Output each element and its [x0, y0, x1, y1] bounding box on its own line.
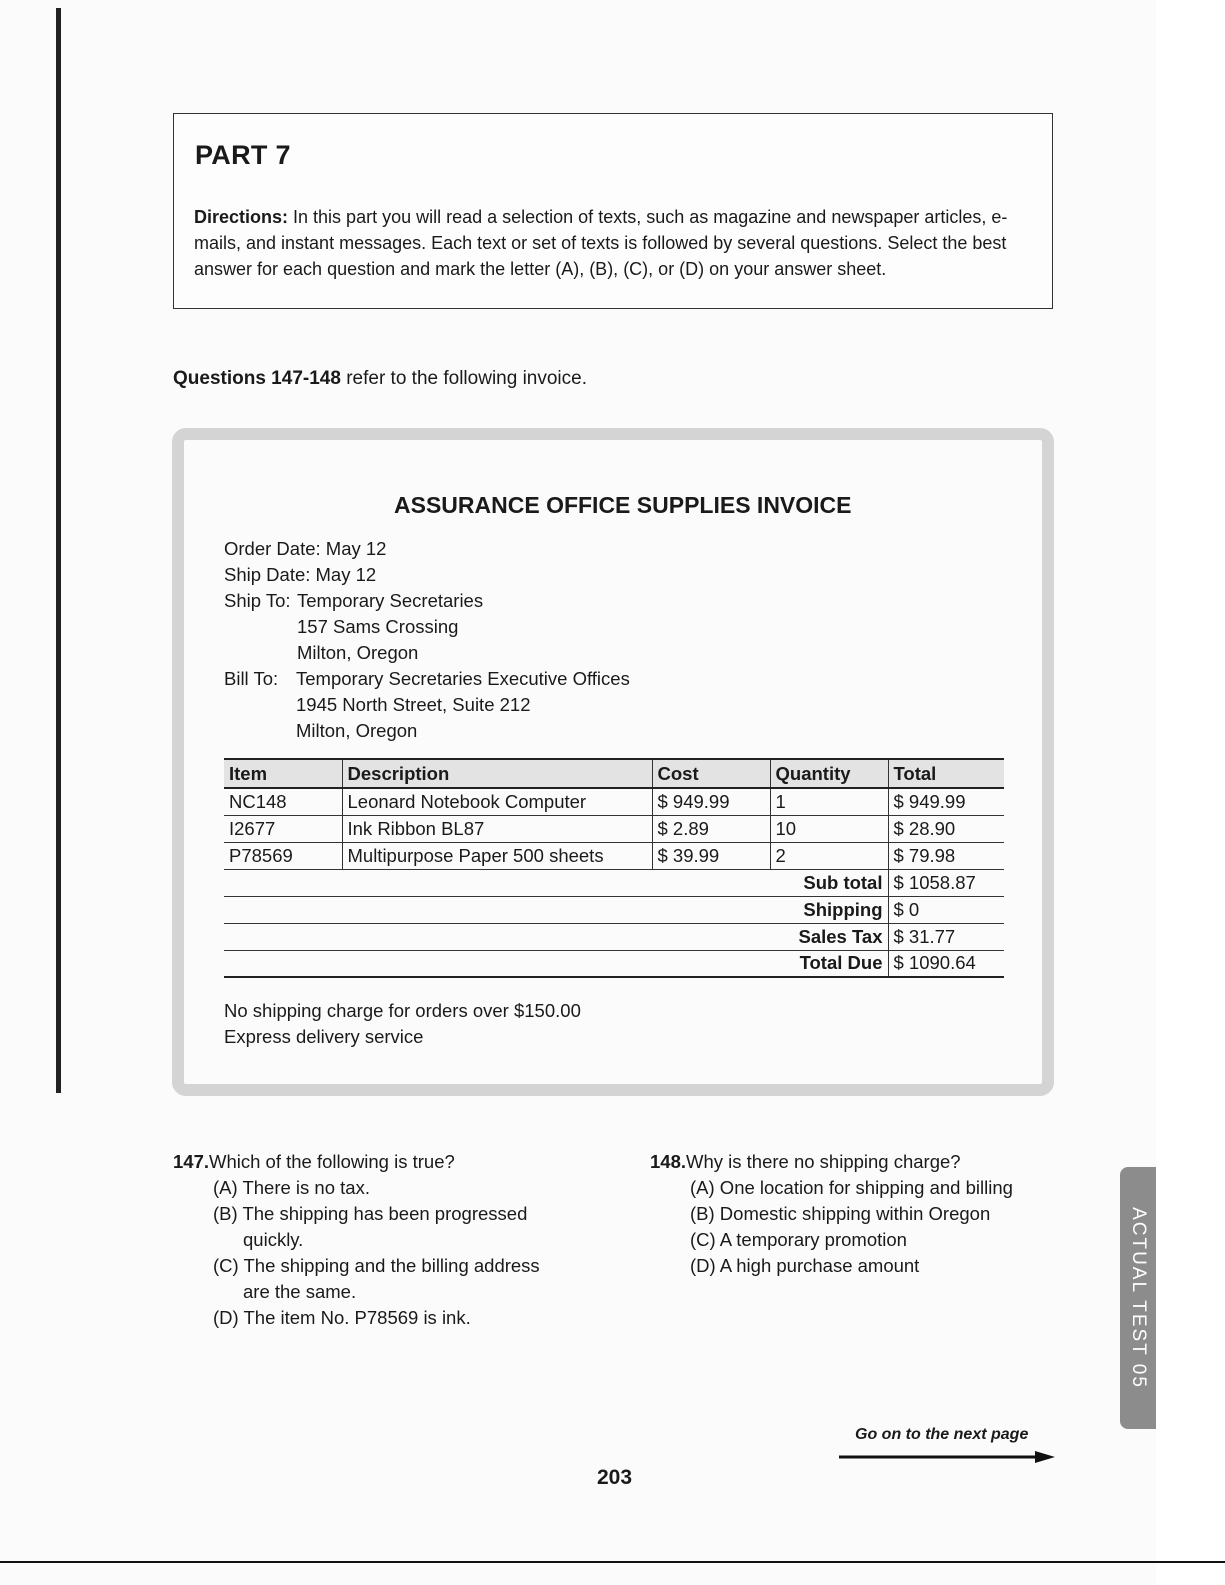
page-edge [1156, 0, 1225, 1585]
directions-label: Directions: [194, 207, 289, 227]
question-text: Why is there no shipping charge? [686, 1151, 961, 1172]
bottom-rule [0, 1561, 1225, 1563]
question-number: 147. [173, 1151, 210, 1172]
summary-row-sales-tax: Sales Tax $ 31.77 [224, 923, 1004, 950]
table-header [224, 759, 1004, 788]
note-delivery: Express delivery service [224, 1026, 424, 1047]
col-total: Total [888, 759, 1004, 788]
note-shipping: No shipping charge for orders over $150.00 [224, 1000, 581, 1021]
page-number: 203 [597, 1466, 633, 1489]
col-item: Item [224, 759, 342, 788]
left-margin-rule [56, 8, 61, 1093]
col-quantity: Quantity [770, 759, 888, 788]
col-description: Description [342, 759, 652, 788]
directions-box [173, 113, 1053, 309]
option-c: (C) A temporary promotion [690, 1229, 907, 1250]
section-tab [1120, 1167, 1156, 1429]
invoice-title: ASSURANCE OFFICE SUPPLIES INVOICE [394, 492, 852, 518]
option-d: (D) The item No. P78569 is ink. [213, 1307, 471, 1328]
bill-to-label: Bill To: [224, 668, 279, 689]
option-b: (B) The shipping has been progressed [213, 1203, 528, 1224]
section-tab-label: ACTUAL TEST 05 [1128, 1207, 1149, 1389]
directions-text [194, 204, 1039, 282]
option-b: (B) Domestic shipping within Oregon [690, 1203, 991, 1224]
question-number: 148. [650, 1151, 687, 1172]
question-148 [650, 1149, 1013, 1279]
option-d: (D) A high purchase amount [690, 1255, 920, 1276]
option-a: (A) One location for shipping and billing [690, 1177, 1013, 1198]
summary-row-total-due: Total Due $ 1090.64 [224, 950, 1004, 977]
question-147 [173, 1149, 540, 1331]
option-a: (A) There is no tax. [213, 1177, 370, 1198]
option-c-continued: are the same. [243, 1281, 357, 1302]
table-row: I2677 Ink Ribbon BL87 $ 2.89 10 $ 28.90 [224, 815, 1004, 842]
option-b-continued: quickly. [243, 1229, 304, 1250]
directions-body: In this part you will read a selection of texts, such as magazine and newspaper articles, e-mails, and instant messages. Each text or set of texts is followed by several questions. Select the best answer for each question and mark the letter (A), (B), (C), or (D) on your answer sheet. [194, 207, 1008, 279]
part-title: PART 7 [195, 140, 291, 170]
ship-to-label: Ship To: [224, 590, 291, 611]
summary-row-shipping: Shipping $ 0 [224, 896, 1004, 923]
table-row: P78569 Multipurpose Paper 500 sheets $ 39.99 2 $ 79.98 [224, 842, 1004, 869]
questions-intro-text: refer to the following invoice. [340, 368, 587, 389]
questions-range: Questions 147-148 [173, 368, 341, 389]
summary-row-subtotal: Sub total $ 1058.87 [224, 869, 1004, 896]
table-row: NC148 Leonard Notebook Computer $ 949.99 1 $ 949.99 [224, 788, 1004, 815]
arrow-right-icon [839, 1450, 1055, 1464]
invoice-notes [224, 998, 581, 1050]
question-text: Which of the following is true? [209, 1151, 455, 1172]
invoice-panel: ASSURANCE OFFICE SUPPLIES INVOICE Order Date: May 12 Ship Date: May 12 Ship To: Temporary Secretaries 157 Sams Crossing Milton, Oregon Bill To: Temporary Secretaries Executive Offices 1945 North Street, Suite 212 Milton, Oregon Item Description Cost Quantity Total NC148 Leonard Notebook Computer $ 949.99 1 $ 949.99 I2677 Ink Ribbon BL87 $ 2.89 10 $ 28.90 P78569 Multipurpose Paper 500 sheets $ 39.99 2 $ 79.98 Sub total $ 1058.87 Shipping $ 0 Sales Tax $ 31.77 Total Due $ 1090.64 No shipping charge for orders over $150.00 Express delivery service [172, 428, 1054, 1096]
questions-intro [173, 368, 587, 390]
next-page-label: Go on to the next page [855, 1426, 1029, 1443]
invoice-table [224, 758, 1004, 978]
option-c: (C) The shipping and the billing address [213, 1255, 540, 1276]
col-cost: Cost [652, 759, 770, 788]
